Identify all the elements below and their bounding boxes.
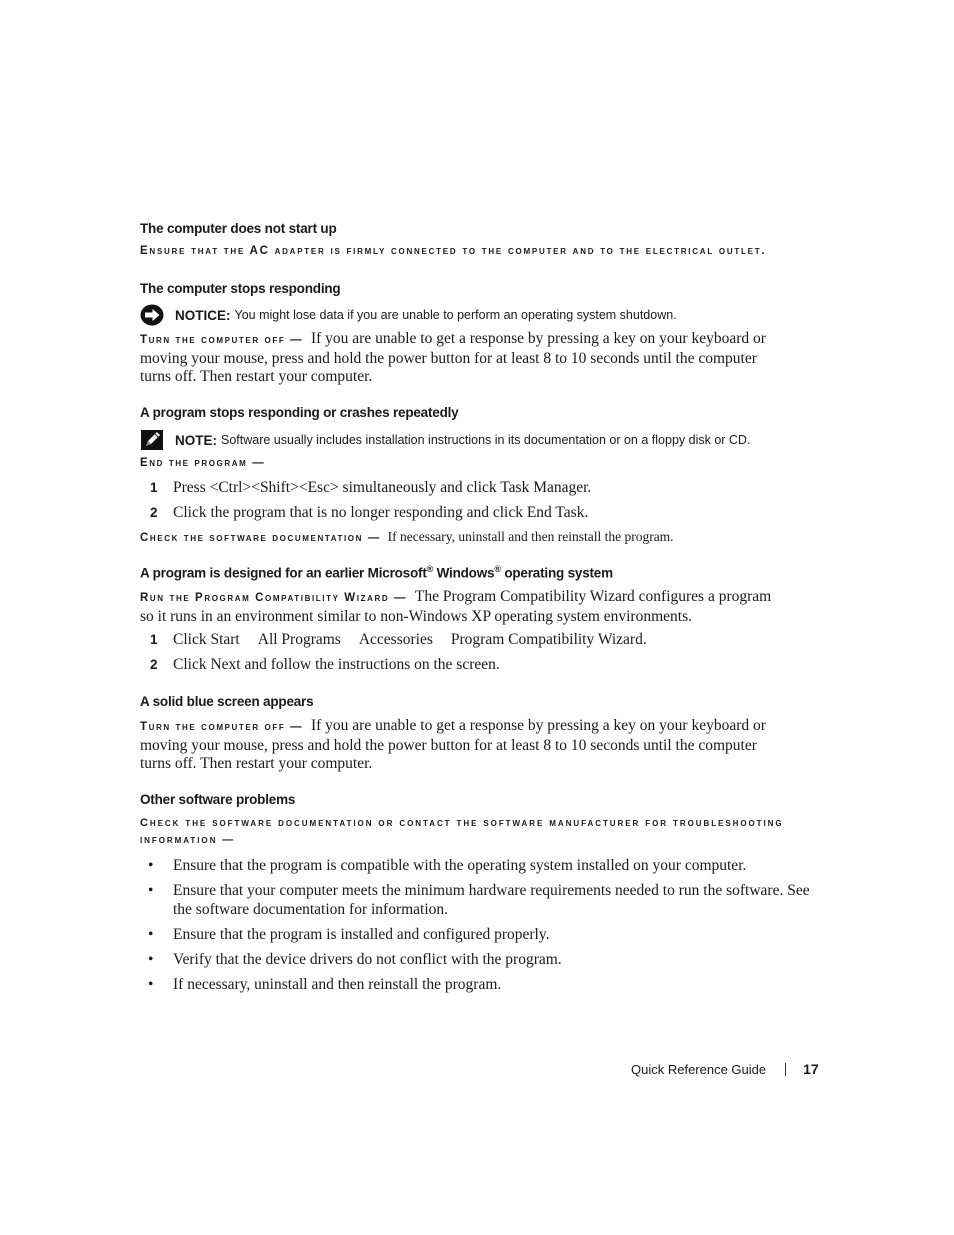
heading-other-software-problems: Other software problems [140,792,296,807]
step-text: Press <Ctrl><Shift><Esc> simultaneously and click [173,479,501,496]
action-check-docs-line [140,529,674,545]
heading-earlier-windows-program [140,564,613,581]
action-ensure-ac-adapter: Ensure that the AC adapter is firmly connected to the computer and to the electrical outlet. [140,245,767,257]
step-ui-label: Next [210,656,241,673]
action-turn-off: Turn the computer off — [140,721,304,733]
heading-computer-does-not-start: The computer does not start up [140,221,337,236]
paragraph-line: moving your mouse, press and hold the power button for at least 8 to 10 seconds until the computer [140,736,757,754]
page-footer [631,1061,819,1077]
action-check-docs-contact-cont: information — [140,834,236,846]
note-label: NOTE: [175,432,217,448]
paragraph-line: If you are unable to get a response by pressing a key on your keyboard or [310,330,766,347]
step-text: Click the program that is no longer responding and click [173,504,527,521]
step-1 [150,631,812,650]
heading-part: A program is designed for an earlier Microsoft [140,565,427,581]
notice-arrow-icon [140,304,164,326]
step-text: Click [173,656,211,673]
notice-label: NOTICE: [175,307,231,323]
paragraph-compat-wizard [140,588,812,626]
paragraph-line: The Program Compatibility Wizard configures a program [414,588,772,605]
note-pencil-icon [140,429,164,451]
heading-computer-stops-responding: The computer stops responding [140,281,341,296]
step-ui-label: All Programs [257,631,341,648]
step-ui-label: Task Manager [500,479,588,496]
action-check-docs-text: If necessary, uninstall and then reinstall the program. [387,529,674,544]
bullet-text: Ensure that your computer meets the minimum hardware requirements needed to run the software. See the software documentation for information. [173,882,810,918]
action-check-docs: Check the software documentation — [140,532,381,544]
step-2 [150,656,812,675]
notice-callout [140,303,677,327]
note-callout [140,428,750,452]
step-ui-label: Program Compatibility Wizard [450,631,643,648]
registered-mark: ® [426,564,434,574]
heading-part: operating system [500,565,613,581]
paragraph-turn-off-2 [140,717,812,774]
heading-part: Windows [433,565,495,581]
step-1 [150,479,812,498]
paragraph-turn-off-1 [140,330,812,387]
footer-guide-title: Quick Reference Guide [631,1062,767,1077]
footer-divider [785,1063,786,1076]
step-number: 2 [150,657,158,672]
bullet-text: If necessary, uninstall and then reinstall the program. [173,976,502,993]
action-end-program: End the program — [140,457,266,469]
note-text: Software usually includes installation instructions in its documentation or on a floppy disk or CD. [221,433,751,447]
action-check-docs-contact: Check the software documentation or contact the software manufacturer for troubleshooting [140,817,784,829]
heading-blue-screen: A solid blue screen appears [140,694,314,709]
paragraph-line: turns off. Then restart your computer. [140,368,373,386]
step-number: 1 [150,480,158,495]
bullet-text: Ensure that the program is installed and configured properly. [173,926,550,943]
paragraph-line: moving your mouse, press and hold the power button for at least 8 to 10 seconds until the computer [140,349,757,367]
step-text: Click [173,631,211,648]
heading-program-stops-responding: A program stops responding or crashes repeatedly [140,405,459,420]
notice-text: You might lose data if you are unable to perform an operating system shutdown. [234,308,677,322]
action-run-compat-wizard: Run the Program Compatibility Wizard — [140,592,408,604]
page-number: 17 [803,1061,819,1077]
step-text: . [642,631,647,648]
step-2 [150,504,812,523]
step-number: 2 [150,505,158,520]
paragraph-line: turns off. Then restart your computer. [140,755,373,773]
step-text: and follow the instructions on the screen. [240,656,500,673]
step-text: . [584,504,589,521]
bullet-text: Verify that the device drivers do not conflict with the program. [173,951,562,968]
paragraph-line: If you are unable to get a response by pressing a key on your keyboard or [310,717,766,734]
step-ui-label: Start [210,631,240,648]
step-number: 1 [150,632,158,647]
step-text: . [587,479,592,496]
registered-mark: ® [494,564,501,574]
step-ui-label: End Task [526,504,585,521]
action-turn-off: Turn the computer off — [140,334,304,346]
step-ui-label: Accessories [358,631,433,648]
paragraph-line: so it runs in an environment similar to non-Windows XP operating system environments. [140,607,692,625]
bullet-text: Ensure that the program is compatible with the operating system installed on your computer. [173,857,747,874]
